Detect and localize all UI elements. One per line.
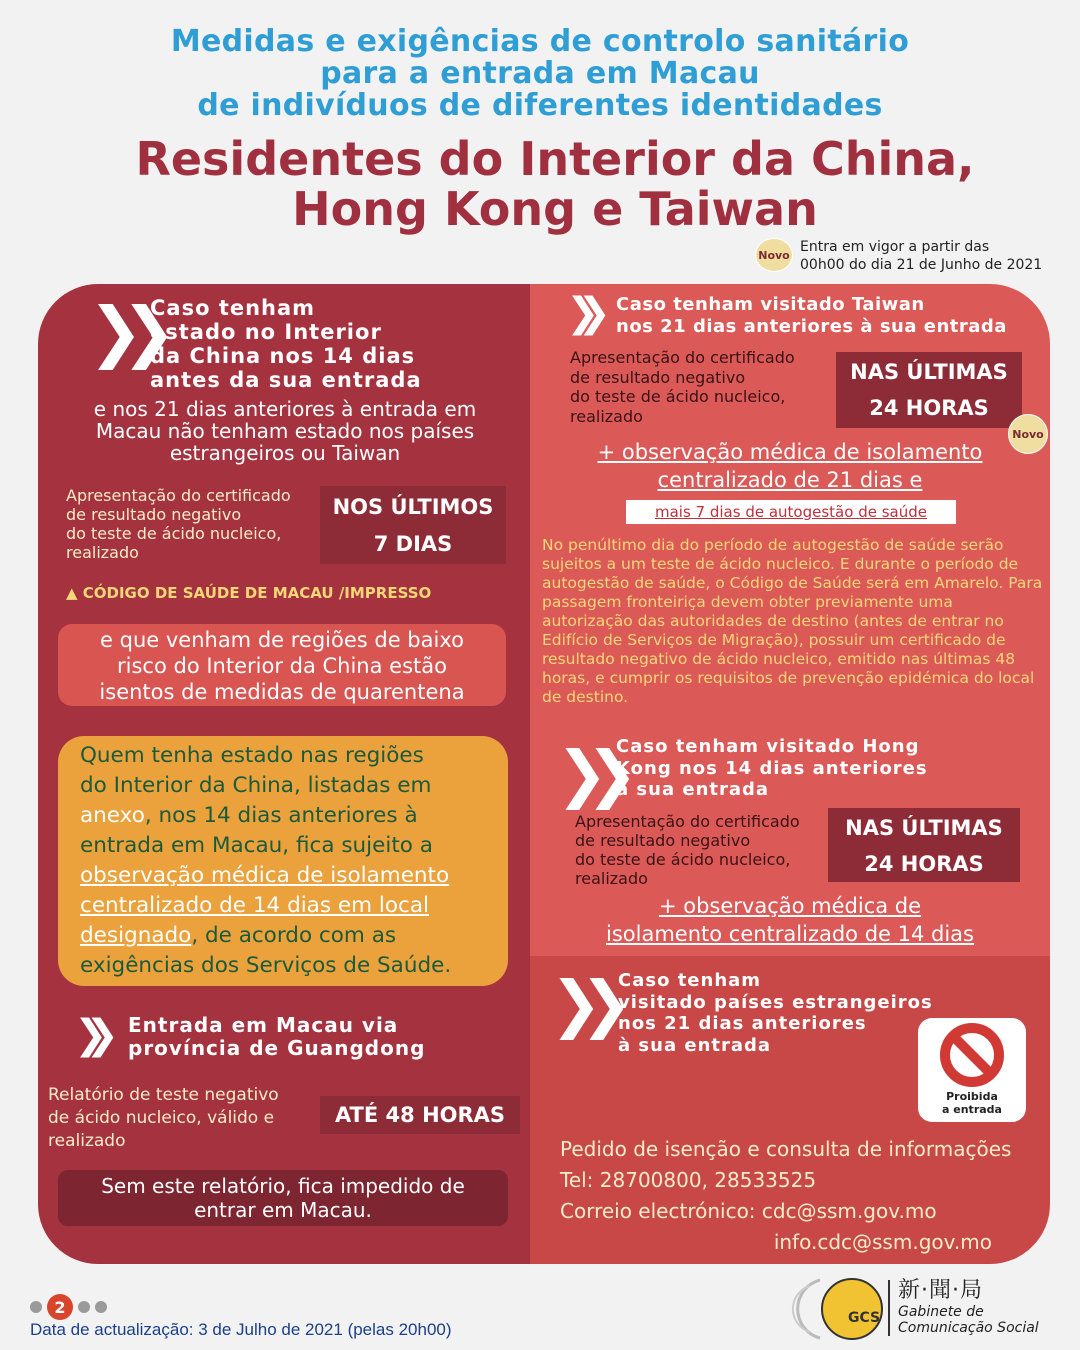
gcs-logo-icon: [790, 1272, 890, 1346]
heading-line: província de Guangdong: [128, 1036, 426, 1060]
exemption-box: [58, 624, 506, 706]
effective-line: Entra em vigor a partir das: [800, 239, 990, 255]
hongkong-observation: [560, 892, 1020, 948]
page-dot[interactable]: [95, 1301, 107, 1313]
title-line: de indivíduos de diferentes identidades: [197, 88, 883, 123]
prohibited-line: Proibida: [946, 1090, 998, 1103]
hongkong-heading: [616, 736, 928, 801]
risk-line: exigências dos Serviços de Saúde.: [80, 953, 452, 978]
risk-line: observação médica de isolamento: [80, 863, 450, 888]
effective-date: [800, 238, 1042, 274]
requirement-line: do teste de ácido nucleico,: [66, 524, 282, 543]
requirement-line: de resultado negativo: [66, 505, 242, 524]
heading-line: Caso tenham visitado Hong: [616, 736, 920, 757]
time-limit-box: [828, 808, 1020, 882]
logo-mark: GCS: [848, 1310, 881, 1326]
chevron-icon: ❯❯: [88, 293, 155, 370]
taiwan-heading: [616, 294, 1007, 338]
heading-line: à sua entrada: [616, 779, 770, 800]
annex-link[interactable]: anexo: [80, 803, 145, 828]
hongkong-requirement: [575, 812, 800, 888]
chevron-icon: ❯❯: [74, 1012, 98, 1058]
risk-line: [80, 921, 508, 951]
requirement-line: de resultado negativo: [575, 831, 751, 850]
time-limit-box: [320, 486, 506, 564]
box-line: NAS ÚLTIMAS: [845, 816, 1003, 840]
contact-email[interactable]: Correio electrónico: cdc@ssm.gov.mo: [560, 1199, 937, 1223]
exemption-line: e que venham de regiões de baixo: [100, 628, 464, 652]
risk-line: [80, 801, 508, 831]
mainland-requirement: [66, 486, 291, 562]
box-line: 7 DIAS: [373, 532, 453, 556]
warning-line: Sem este relatório, fica impedido de: [101, 1174, 465, 1198]
guangdong-heading: [128, 1014, 425, 1060]
self-management-tag: [626, 500, 956, 524]
risk-line: centralizado de 14 dias em local: [80, 893, 429, 918]
observation-line: isolamento centralizado de 14 dias: [606, 922, 974, 946]
mainland-heading: [150, 296, 422, 392]
health-code-label: ▲ CÓDIGO DE SAÚDE DE MACAU /IMPRESSO: [66, 584, 432, 602]
requirement-line: de ácido nucleico, válido e: [48, 1108, 275, 1128]
heading-line: Caso tenham visitado Taiwan: [616, 294, 925, 315]
taiwan-observation: [560, 438, 1020, 494]
subtitle-line: Residentes do Interior da China,: [135, 132, 975, 186]
box-line: NOS ÚLTIMOS: [332, 495, 494, 519]
requirement-line: Apresentação do certificado: [66, 486, 291, 505]
foreign-heading: [618, 970, 933, 1056]
time-limit-box: ATÉ 48 HORAS: [320, 1096, 520, 1134]
box-line: 24 HORAS: [864, 852, 984, 876]
exemption-line: isentos de medidas de quarentena: [99, 680, 465, 704]
time-limit-box: [836, 352, 1022, 428]
page-dot[interactable]: [78, 1301, 90, 1313]
page-dot[interactable]: [30, 1301, 42, 1313]
box-line: NAS ÚLTIMAS: [850, 360, 1008, 384]
requirement-line: Apresentação do certificado: [570, 348, 795, 367]
page-subtitle: [0, 134, 1080, 234]
condition-line: Macau não tenham estado nos países: [95, 419, 475, 443]
novo-badge: Novo: [755, 238, 793, 272]
prohibited-line: a entrada: [942, 1103, 1002, 1116]
heading-line: Caso tenham: [618, 970, 762, 991]
chevron-icon: ❯❯: [550, 967, 610, 1040]
self-management-note: No penúltimo dia do período de autogestão de saúde serão sujeitos a um teste de ácido nucleico. E durante o período de autogestão de saúde, o Código de Saúde será em Amarelo. Para passagem fronteiriça devem obter previamente uma autorização das autoridades de destino (antes de entrar no Edifício de Serviços de Migração), possuir um certificado de resultado negativo de ácido nucleico, emitido nas últimas 48 horas, e cumprir os requisitos de prevenção epidémica do local de destino.: [542, 536, 1043, 706]
page-indicator: [30, 1294, 107, 1320]
warning-line: entrar em Macau.: [194, 1198, 372, 1222]
logo-cn: 新·聞·局: [898, 1278, 983, 1303]
requirement-line: Relatório de teste negativo: [48, 1085, 279, 1105]
heading-line: estado no Interior: [150, 320, 382, 344]
mainland-condition: [40, 398, 530, 464]
risk-line: entrada em Macau, fica sujeito a: [80, 833, 433, 858]
heading-line: nos 21 dias anteriores: [618, 1013, 867, 1034]
logo-divider: [888, 1280, 890, 1336]
contact-info: [560, 1134, 1040, 1258]
logo-pt-line: Gabinete de: [898, 1304, 984, 1320]
requirement-line: realizado: [575, 869, 648, 888]
risk-line: Quem tenha estado nas regiões: [80, 743, 424, 768]
exemption-line: risco do Interior da China estão: [117, 654, 447, 678]
risk-text: , de acordo com as: [191, 923, 397, 948]
subtitle-line: Hong Kong e Taiwan: [292, 182, 818, 236]
self-management-text: mais 7 dias de autogestão de saúde: [655, 503, 927, 521]
heading-line: antes da sua entrada: [150, 368, 422, 392]
logo-pt-line: Comunicação Social: [898, 1320, 1039, 1336]
requirement-line: realizado: [570, 406, 643, 426]
prohibited-badge: [918, 1018, 1026, 1122]
page-title: [0, 26, 1080, 122]
heading-line: Entrada em Macau via: [128, 1013, 399, 1037]
requirement-line: realizado: [48, 1131, 126, 1151]
heading-line: nos 21 dias anteriores à sua entrada: [616, 316, 1007, 337]
current-page-dot[interactable]: 2: [47, 1294, 73, 1320]
effective-line: 00h00 do dia 21 de Junho de 2021: [800, 257, 1043, 273]
guangdong-requirement: [48, 1084, 279, 1153]
contact-phone[interactable]: Tel: 28700800, 28533525: [560, 1168, 817, 1192]
condition-line: e nos 21 dias anteriores à entrada em: [93, 397, 477, 421]
requirement-line: de resultado negativo: [570, 367, 746, 387]
heading-line: visitado países estrangeiros: [618, 991, 933, 1013]
gcs-logo-text: [898, 1278, 1039, 1336]
title-line: Medidas e exigências de controlo sanitário: [170, 24, 910, 59]
novo-badge: Novo: [1008, 414, 1048, 454]
contact-email-secondary[interactable]: info.cdc@ssm.gov.mo: [773, 1230, 992, 1254]
requirement-line: do teste de ácido nucleico,: [575, 850, 791, 869]
observation-line: + observação médica de: [658, 894, 922, 918]
observation-line: + observação médica de isolamento: [597, 440, 983, 464]
heading-line: Caso tenham: [150, 296, 316, 320]
requirement-line: Apresentação do certificado: [575, 812, 800, 831]
risk-line: do Interior da China, listadas em: [80, 773, 432, 798]
risk-areas-box: [58, 736, 508, 986]
requirement-line: do teste de ácido nucleico,: [570, 387, 786, 406]
title-line: para a entrada em Macau: [320, 56, 760, 91]
prohibited-label: [918, 1090, 1026, 1116]
prohibited-icon: [939, 1022, 1005, 1088]
requirement-line: realizado: [66, 543, 139, 562]
box-line: 24 HORAS: [869, 396, 989, 420]
chevron-icon: ❯❯: [566, 290, 590, 336]
designated-text: designado: [80, 923, 192, 948]
update-date: Data de actualização: 3 de Julho de 2021 (pelas 20h00): [30, 1320, 452, 1339]
heading-line: Kong nos 14 dias anteriores: [616, 757, 928, 779]
heading-line: à sua entrada: [618, 1034, 772, 1056]
taiwan-requirement: [570, 348, 795, 426]
contact-title: Pedido de isenção e consulta de informações: [560, 1137, 1012, 1161]
condition-line: estrangeiros ou Taiwan: [169, 441, 401, 465]
observation-line: centralizado de 21 dias e: [657, 468, 923, 492]
heading-line: da China nos 14 dias: [150, 344, 416, 368]
warning-box: [58, 1170, 508, 1226]
chevron-icon: ❯❯: [556, 737, 616, 810]
risk-text: , nos 14 dias anteriores à: [144, 803, 418, 828]
